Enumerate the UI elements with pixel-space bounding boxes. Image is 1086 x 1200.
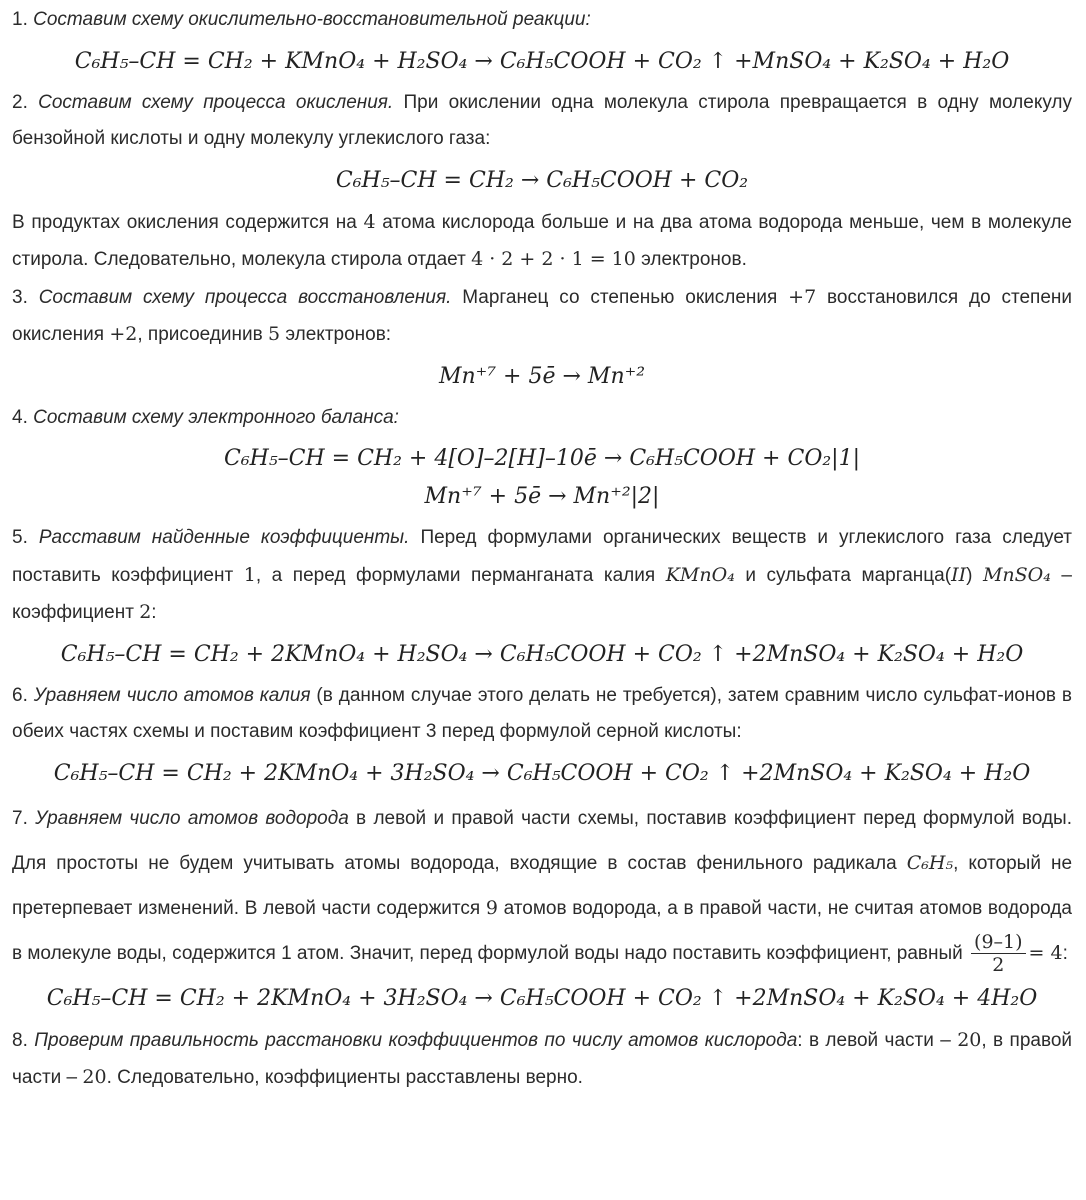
text: 5. — [12, 527, 39, 548]
paragraph — [12, 204, 1072, 279]
equation: C₆H₅–CH = CH₂ + 2KMnO₄ + H₂SO₄ → C₆H₅COOH + CO₂ ↑ +2MnSO₄ + K₂SO₄ + H₂O — [60, 641, 1024, 667]
inline-math: 20 — [82, 1066, 107, 1089]
text: ) — [966, 564, 983, 586]
text: : — [151, 602, 157, 623]
text: , а перед формулами перманганата калия — [255, 564, 666, 586]
step-heading: Составим схему электронного баланса: — [33, 406, 399, 428]
inline-math: = 4 — [1028, 941, 1063, 964]
fraction-denominator: 2 — [992, 953, 1005, 976]
inline-math: MnSO₄ — [982, 563, 1051, 586]
equation: Mn⁺⁷ + 5ē → Mn⁺² — [438, 363, 646, 389]
text: Перед формулами органических веществ и углекислого газа следует поставить коэффициент — [12, 527, 1072, 586]
equation: C₆H₅–CH = CH₂ + KMnO₄ + H₂SO₄ → C₆H₅COOH + CO₂ ↑ +MnSO₄ + K₂SO₄ + H₂O — [74, 48, 1010, 74]
text: и сульфата марганца( — [734, 564, 952, 586]
paragraph — [12, 678, 1072, 751]
text: 6. — [12, 684, 34, 706]
equation: C₆H₅–CH = CH₂ → C₆H₅COOH + CO₂ — [335, 167, 749, 193]
inline-math: II — [951, 563, 967, 586]
paragraph — [12, 279, 1072, 354]
fraction — [971, 931, 1026, 976]
text: в левой и правой части схемы, поставив коэффициент перед формулой воды. Для простоты не будем учитывать атомы водорода, входящие в состав фенильного радикала — [12, 807, 1072, 874]
text: атома кислорода больше и на два атома водорода меньше, чем в молекуле стирола. Следовательно, молекула стирола отдает — [12, 211, 1072, 270]
paragraph — [12, 400, 1072, 437]
paragraph — [12, 85, 1072, 158]
inline-math: 5 — [267, 323, 281, 345]
text: 8. — [12, 1029, 35, 1051]
text: 2. — [12, 91, 39, 113]
inline-math: C₆H₅ — [906, 851, 954, 874]
text: (в данном случае этого делать не требуется), затем сравним число сульфат-ионов в обеих частях схемы и поставим коэффициент 3 перед формулой серной кислоты: — [12, 684, 1073, 742]
paragraph — [12, 797, 1072, 976]
equation: C₆H₅–CH = CH₂ + 2KMnO₄ + 3H₂SO₄ → C₆H₅COOH + CO₂ ↑ +2MnSO₄ + K₂SO₄ + 4H₂O — [46, 985, 1038, 1011]
equation: Mn⁺⁷ + 5ē → Mn⁺²|2| — [424, 484, 660, 509]
paragraph — [12, 1022, 1072, 1097]
text: 3. — [12, 286, 39, 308]
text: электронов: — [280, 324, 392, 345]
step-heading: Уравняем число атомов калия — [33, 684, 311, 706]
equation: C₆H₅–CH = CH₂ + 4[O]–2[H]–10ē → C₆H₅COOH + CO₂|1| — [223, 446, 860, 471]
text: Марганец со степенью окисления — [451, 286, 789, 308]
paragraph — [12, 2, 1072, 39]
text: , в правой части – — [12, 1029, 1073, 1089]
text: электронов. — [635, 249, 747, 270]
text: При окислении одна молекула стирола превращается в одну молекулу бензойной кислоты и одну молекулу углекислого газа: — [12, 91, 1073, 149]
step-heading: Расставим найденные коэффициенты. — [38, 527, 410, 548]
text: 4. — [12, 406, 34, 428]
inline-math: 4 — [363, 210, 376, 233]
text: В продуктах окисления содержится на — [12, 211, 364, 233]
text: – коэффициент — [12, 564, 1072, 623]
text: , присоединив — [137, 324, 268, 345]
inline-math: 1 — [243, 563, 256, 586]
text: , который не претерпевает изменений. В левой части содержится — [12, 852, 1073, 919]
text: восстановился до степени окисления — [12, 286, 1073, 345]
text: . Следовательно, коэффициенты расставлены верно. — [106, 1067, 583, 1089]
inline-math: 9 — [485, 896, 498, 919]
inline-math: +2 — [109, 323, 138, 345]
step-heading: Составим схему окислительно-восстановительной реакции: — [33, 9, 591, 30]
step-heading: Составим схему процесса окисления. — [38, 91, 394, 113]
text: атомов водорода, а в правой части, не считая атомов водорода в молекуле воды, содержится 1 атом. Значит, перед формулой воды надо поставить коэффициент, равный — [12, 897, 1072, 964]
step-heading: Проверим правильность расстановки коэффициентов по числу атомов кислорода — [34, 1029, 798, 1051]
text: 7. — [12, 807, 36, 829]
text: : в левой части – — [797, 1029, 958, 1051]
step-heading: Составим схему процесса восстановления. — [38, 286, 452, 308]
inline-math: 20 — [957, 1028, 982, 1051]
inline-math: 4 · 2 + 2 · 1 = 10 — [471, 248, 636, 270]
step-heading: Уравняем число атомов водорода — [35, 807, 349, 829]
text: 1. — [12, 9, 34, 30]
text: : — [1062, 942, 1068, 964]
equation: C₆H₅–CH = CH₂ + 2KMnO₄ + 3H₂SO₄ → C₆H₅COOH + CO₂ ↑ +2MnSO₄ + K₂SO₄ + H₂O — [53, 760, 1031, 786]
inline-math: 2 — [139, 601, 152, 623]
paragraph — [12, 520, 1072, 632]
inline-math: +7 — [788, 285, 817, 308]
inline-math: KMnO₄ — [665, 563, 735, 586]
fraction-numerator: (9–1) — [971, 931, 1026, 954]
